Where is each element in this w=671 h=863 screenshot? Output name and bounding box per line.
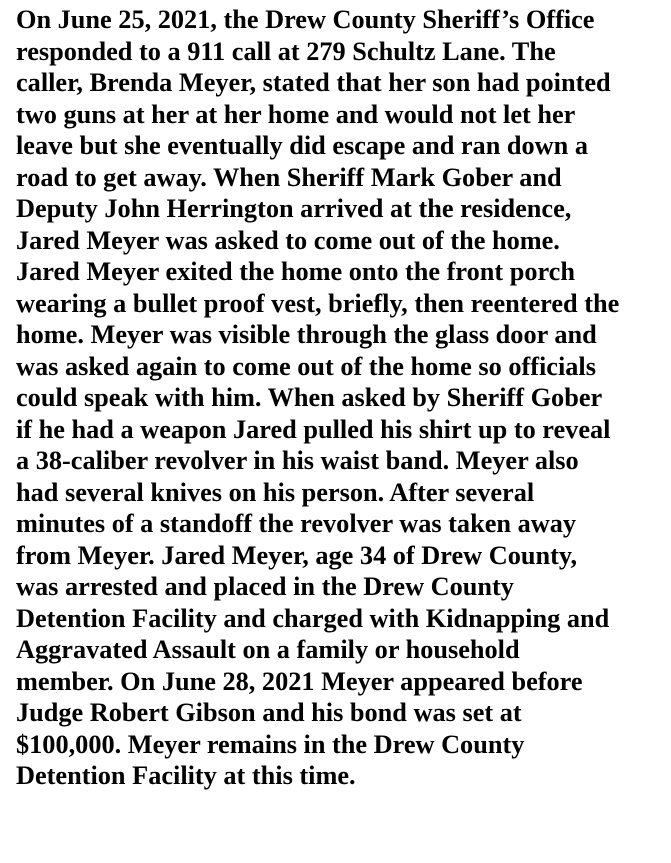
text-line: Judge Robert Gibson and his bond was set at bbox=[16, 698, 522, 727]
text-line: road to get away. When Sheriff Mark Gober and bbox=[16, 162, 562, 192]
text-line: had several knives on his person. After several bbox=[16, 477, 535, 507]
text-line: Aggravated Assault on a family or household bbox=[16, 635, 520, 664]
text-line: wearing a bullet proof vest, briefly, then reentered the bbox=[16, 288, 620, 318]
text-line: if he had a weapon Jared pulled his shirt up to reveal bbox=[16, 414, 611, 444]
text-line: responded to a 911 call at 279 Schultz Lane. The bbox=[16, 36, 556, 66]
text-line: a 38-caliber revolver in his waist band. Meyer also bbox=[16, 446, 579, 475]
text-line: was arrested and placed in the Drew County bbox=[16, 572, 514, 601]
text-line: Detention Facility and charged with Kidnapping and bbox=[16, 603, 610, 633]
text-line: caller, Brenda Meyer, stated that her son had pointed bbox=[16, 68, 611, 97]
text-line: from Meyer. Jared Meyer, age 34 of Drew County, bbox=[16, 540, 578, 570]
text-line: home. Meyer was visible through the glass door and bbox=[16, 320, 597, 349]
text-line: Deputy John Herrington arrived at the residence, bbox=[16, 194, 572, 223]
text-line: could speak with him. When asked by Sheriff Gober bbox=[16, 383, 603, 412]
text-line: Jared Meyer was asked to come out of the home. bbox=[16, 225, 560, 255]
text-line: two guns at her at her home and would not let her bbox=[16, 99, 576, 129]
press-release-paragraph bbox=[16, 4, 671, 792]
text-line: Detention Facility at this time. bbox=[16, 761, 356, 790]
text-line: minutes of a standoff the revolver was taken away bbox=[16, 509, 577, 538]
text-line: member. On June 28, 2021 Meyer appeared before bbox=[16, 666, 583, 696]
text-line: leave but she eventually did escape and ran down a bbox=[16, 131, 589, 160]
text-line: $100,000. Meyer remains in the Drew County bbox=[16, 729, 525, 759]
text-line: On June 25, 2021, the Drew County Sheriff’s Office bbox=[16, 5, 595, 34]
text-line: Jared Meyer exited the home onto the front porch bbox=[16, 257, 575, 286]
text-line: was asked again to come out of the home so officials bbox=[16, 351, 596, 381]
